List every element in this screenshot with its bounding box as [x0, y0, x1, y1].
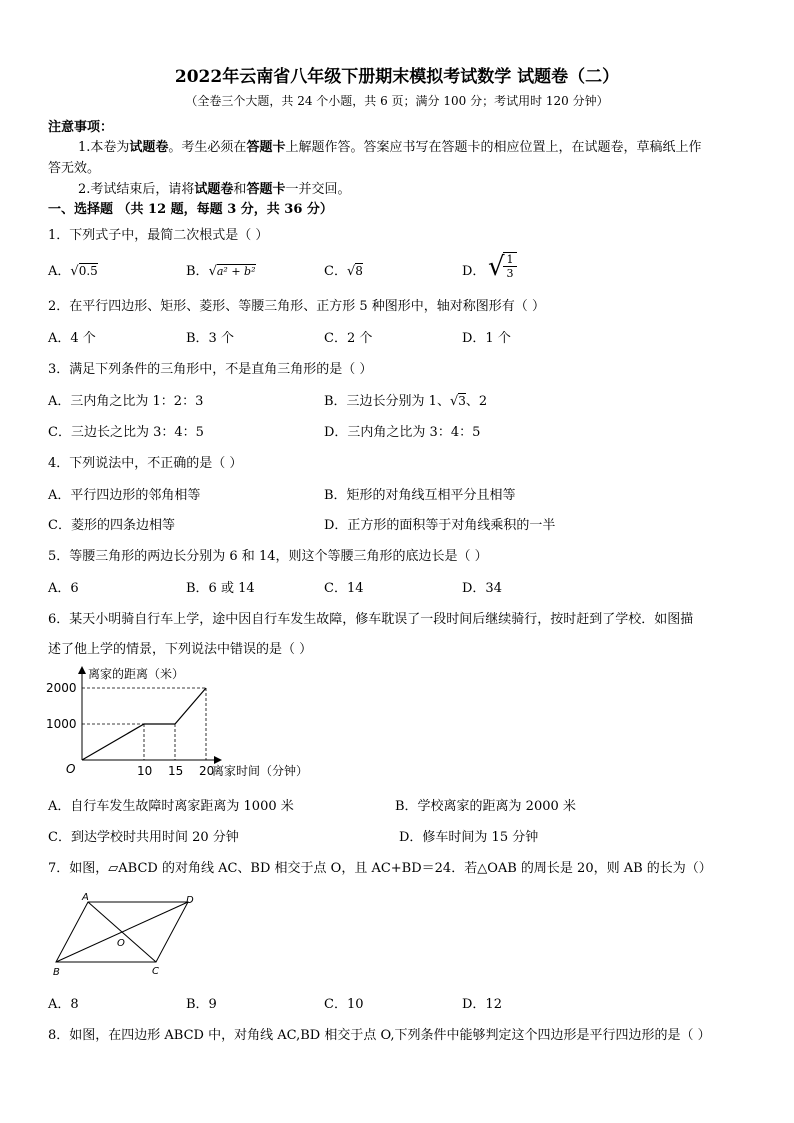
x-tick-label: 15 — [168, 764, 184, 778]
intersection-label-o: O — [117, 938, 125, 949]
notice-item-1 — [78, 136, 701, 155]
notice-text: 一并交回。 — [285, 182, 351, 197]
sqrt-radical: √3 — [449, 394, 466, 409]
q4-option-b: B．矩形的对角线互相平分且相等 — [324, 488, 516, 503]
y-tick-label: 1000 — [46, 717, 77, 731]
question-8-stem: 8．如图，在四边形 ABCD 中，对角线 AC,BD 相交于点 O,下列条件中能够判定这个四边形是平行四边形的是（ ） — [48, 1028, 711, 1043]
question-5-stem: 5．等腰三角形的两边长分别为 6 和 14，则这个等腰三角形的底边长是（ ） — [48, 549, 488, 564]
option-text: B．三边长分别为 1、 — [324, 394, 450, 409]
notice-emphasis: 试题卷 — [194, 182, 234, 197]
origin-label: O — [66, 762, 76, 776]
q6-option-b: B．学校离家的距离为 2000 米 — [395, 799, 576, 814]
radicand: 0.5 — [78, 264, 98, 278]
question-6-stem-line-1: 6．某天小明骑自行车上学，途中因自行车发生故障，修车耽误了一段时间后继续骑行，按时赶到了学校．如图描 — [48, 612, 694, 627]
vertex-label-a: A — [82, 892, 89, 903]
parallelogram-figure — [48, 890, 208, 980]
q2-option-b: B．3 个 — [186, 331, 234, 346]
q6-option-d: D．修车时间为 15 分钟 — [399, 830, 539, 845]
sqrt-radical-sign: √ — [488, 252, 505, 282]
option-letter: D． — [462, 264, 486, 279]
notice-text: 和 — [233, 182, 247, 197]
page-title: 2022年云南省八年级下册期末模拟考试数学 试题卷（二） — [174, 67, 620, 87]
question-6-stem-line-2: 述了他上学的情景，下列说法中错误的是（ ） — [48, 642, 313, 657]
q2-option-d: D．1 个 — [462, 331, 511, 346]
q1-option-b — [186, 260, 256, 279]
fraction-denominator: 3 — [503, 266, 517, 281]
q4-option-c: C．菱形的四条边相等 — [48, 518, 175, 533]
q3-option-d: D．三内角之比为 3：4：5 — [324, 425, 481, 440]
q3-option-b — [324, 390, 487, 409]
sqrt-radical: √8 — [346, 264, 363, 279]
vertex-label-b: B — [53, 967, 60, 978]
q7-option-a: A．8 — [48, 997, 79, 1012]
q1-option-a — [48, 260, 98, 279]
question-4-stem: 4．下列说法中，不正确的是（ ） — [48, 456, 243, 471]
q2-option-c: C．2 个 — [324, 331, 373, 346]
notice-emphasis: 试题卷 — [129, 140, 169, 155]
q7-option-b: B．9 — [186, 997, 217, 1012]
q5-option-d: D．34 — [462, 581, 502, 596]
sqrt-radical: √a² + b² — [208, 264, 256, 279]
q5-option-c: C．14 — [324, 581, 364, 596]
question-3-stem: 3．满足下列条件的三角形中，不是直角三角形的是（ ） — [48, 362, 373, 377]
notice-item-1-cont: 答无效。 — [48, 161, 101, 176]
radicand: a² + b² — [216, 265, 256, 278]
notice-text: 1.本卷为 — [78, 140, 130, 155]
question-7-stem: 7．如图，▱ABCD 的对角线 AC、BD 相交于点 O，且 AC+BD＝24．若△OAB 的周长是 20，则 AB 的长为（） — [48, 861, 712, 876]
notice-text: 2.考试结束后，请将 — [78, 182, 195, 197]
distance-time-graph — [40, 662, 340, 780]
option-letter: A． — [48, 264, 71, 279]
notice-text: 。考生必须在 — [168, 140, 247, 155]
diagonal-bd — [56, 902, 188, 962]
option-letter: B． — [186, 264, 209, 279]
q6-option-a: A．自行车发生故障时离家距离为 1000 米 — [48, 799, 294, 814]
radicand: 3 — [458, 394, 466, 408]
q4-option-d: D．正方形的面积等于对角线乘积的一半 — [324, 518, 556, 533]
q5-option-b: B．6 或 14 — [186, 581, 255, 596]
q3-option-c: C．三边长之比为 3：4：5 — [48, 425, 204, 440]
q6-option-c: C．到达学校时共用时间 20 分钟 — [48, 830, 239, 845]
y-axis-label: 离家的距离（米） — [88, 667, 185, 681]
option-letter: C． — [324, 264, 347, 279]
notice-text: 上解题作答。答案应书写在答题卡的相应位置上，在试题卷，草稿纸上作 — [285, 140, 702, 155]
option-text: 、2 — [465, 394, 488, 409]
q3-option-a: A．三内角之比为 1：2：3 — [48, 394, 204, 409]
vertex-label-c: C — [152, 966, 159, 977]
q4-option-a: A．平行四边形的邻角相等 — [48, 488, 201, 503]
notice-heading: 注意事项： — [48, 120, 114, 135]
notice-emphasis: 答题卡 — [246, 182, 286, 197]
page-subtitle: （全卷三个大题，共 24 个小题，共 6 页；满分 100 分；考试用时 120 分钟） — [185, 94, 609, 108]
q1-option-c — [324, 260, 363, 279]
x-tick-label: 10 — [137, 764, 153, 778]
notice-emphasis: 答题卡 — [246, 140, 286, 155]
q7-option-c: C．10 — [324, 997, 364, 1012]
fraction-numerator: 1 — [503, 252, 517, 266]
q7-option-d: D．12 — [462, 997, 502, 1012]
vertex-label-d: D — [186, 895, 194, 906]
x-axis-label: 离家时间（分钟） — [212, 764, 309, 778]
radicand: 8 — [355, 264, 363, 278]
question-1-stem: 1．下列式子中，最简二次根式是（ ） — [48, 228, 269, 243]
y-tick-label: 2000 — [46, 681, 77, 695]
q5-option-a: A．6 — [48, 581, 79, 596]
x-tick-label: 20 — [199, 764, 215, 778]
question-2-stem: 2．在平行四边形、矩形、菱形、等腰三角形、正方形 5 种图形中，轴对称图形有（ ） — [48, 299, 545, 314]
q2-option-a: A．4 个 — [48, 331, 96, 346]
notice-item-2 — [78, 178, 350, 197]
sqrt-radical: √0.5 — [70, 264, 98, 279]
section-heading: 一、选择题 （共 12 题，每题 3 分，共 36 分） — [48, 202, 333, 217]
